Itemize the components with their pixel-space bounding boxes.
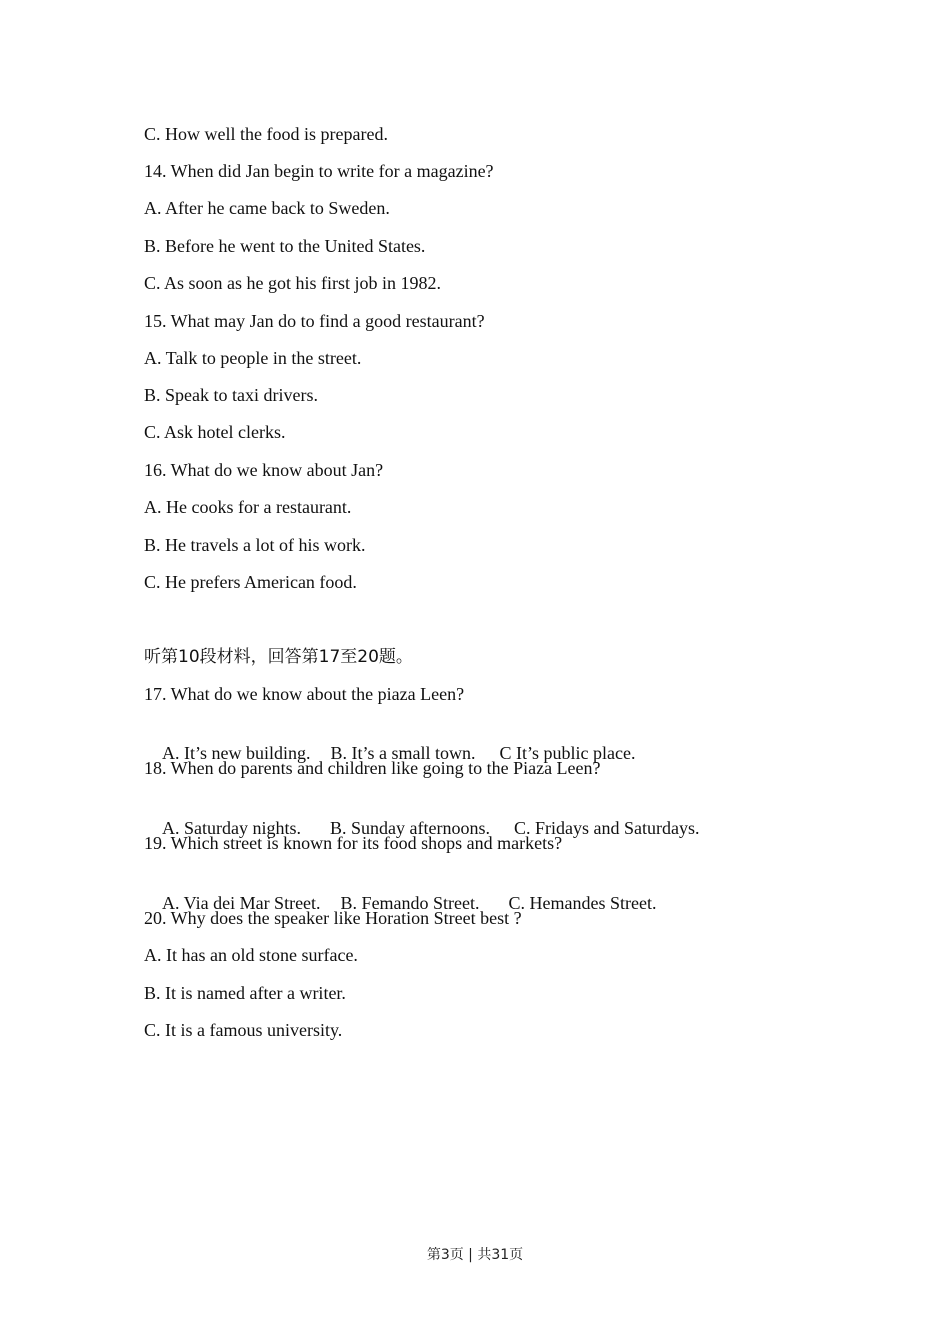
question-15: 15. What may Jan do to find a good restaurant? [144, 311, 485, 331]
question-18: 18. When do parents and children like going to the Piaza Leen? [144, 758, 601, 778]
question-14: 14. When did Jan begin to write for a magazine? [144, 161, 494, 181]
option-17a: A. It’s new building. [162, 743, 311, 763]
option-18c: C. Fridays and Saturdays. [513, 818, 700, 838]
option-20c: C. It is a famous university. [144, 1020, 343, 1040]
page-footer: 第3页 | 共31页 [426, 1247, 524, 1263]
question-17: 17. What do we know about the piaza Leen? [144, 684, 465, 704]
question-16: 16. What do we know about Jan? [144, 460, 384, 480]
option-15c: C. Ask hotel clerks. [144, 422, 286, 442]
option-16a: A. He cooks for a restaurant. [144, 497, 352, 517]
section-intro: 听第10段材料，回答第17至20题。 [144, 647, 413, 667]
option-17c: C It’s public place. [499, 743, 636, 763]
option-13c: C. How well the food is prepared. [144, 124, 388, 144]
option-15a: A. Talk to people in the street. [144, 348, 362, 368]
option-15b: B. Speak to taxi drivers. [144, 385, 318, 405]
option-17b: B. It’s a small town. [330, 743, 476, 763]
question-19: 19. Which street is known for its food shops and markets? [144, 833, 563, 853]
option-14c: C. As soon as he got his first job in 1982. [144, 273, 442, 293]
option-18a: A. Saturday nights. [162, 818, 301, 838]
option-18b: B. Sunday afternoons. [330, 818, 490, 838]
option-20b: B. It is named after a writer. [144, 983, 346, 1003]
option-20a: A. It has an old stone surface. [144, 945, 358, 965]
option-19c: C. Hemandes Street. [508, 893, 657, 913]
question-20: 20. Why does the speaker like Horation Street best ? [144, 908, 522, 928]
option-19a: A. Via dei Mar Street. [162, 893, 321, 913]
option-14b: B. Before he went to the United States. [144, 236, 426, 256]
option-19b: B. Femando Street. [340, 893, 480, 913]
option-14a: A. After he came back to Sweden. [144, 198, 390, 218]
option-16b: B. He travels a lot of his work. [144, 535, 366, 555]
option-16c: C. He prefers American food. [144, 572, 357, 592]
